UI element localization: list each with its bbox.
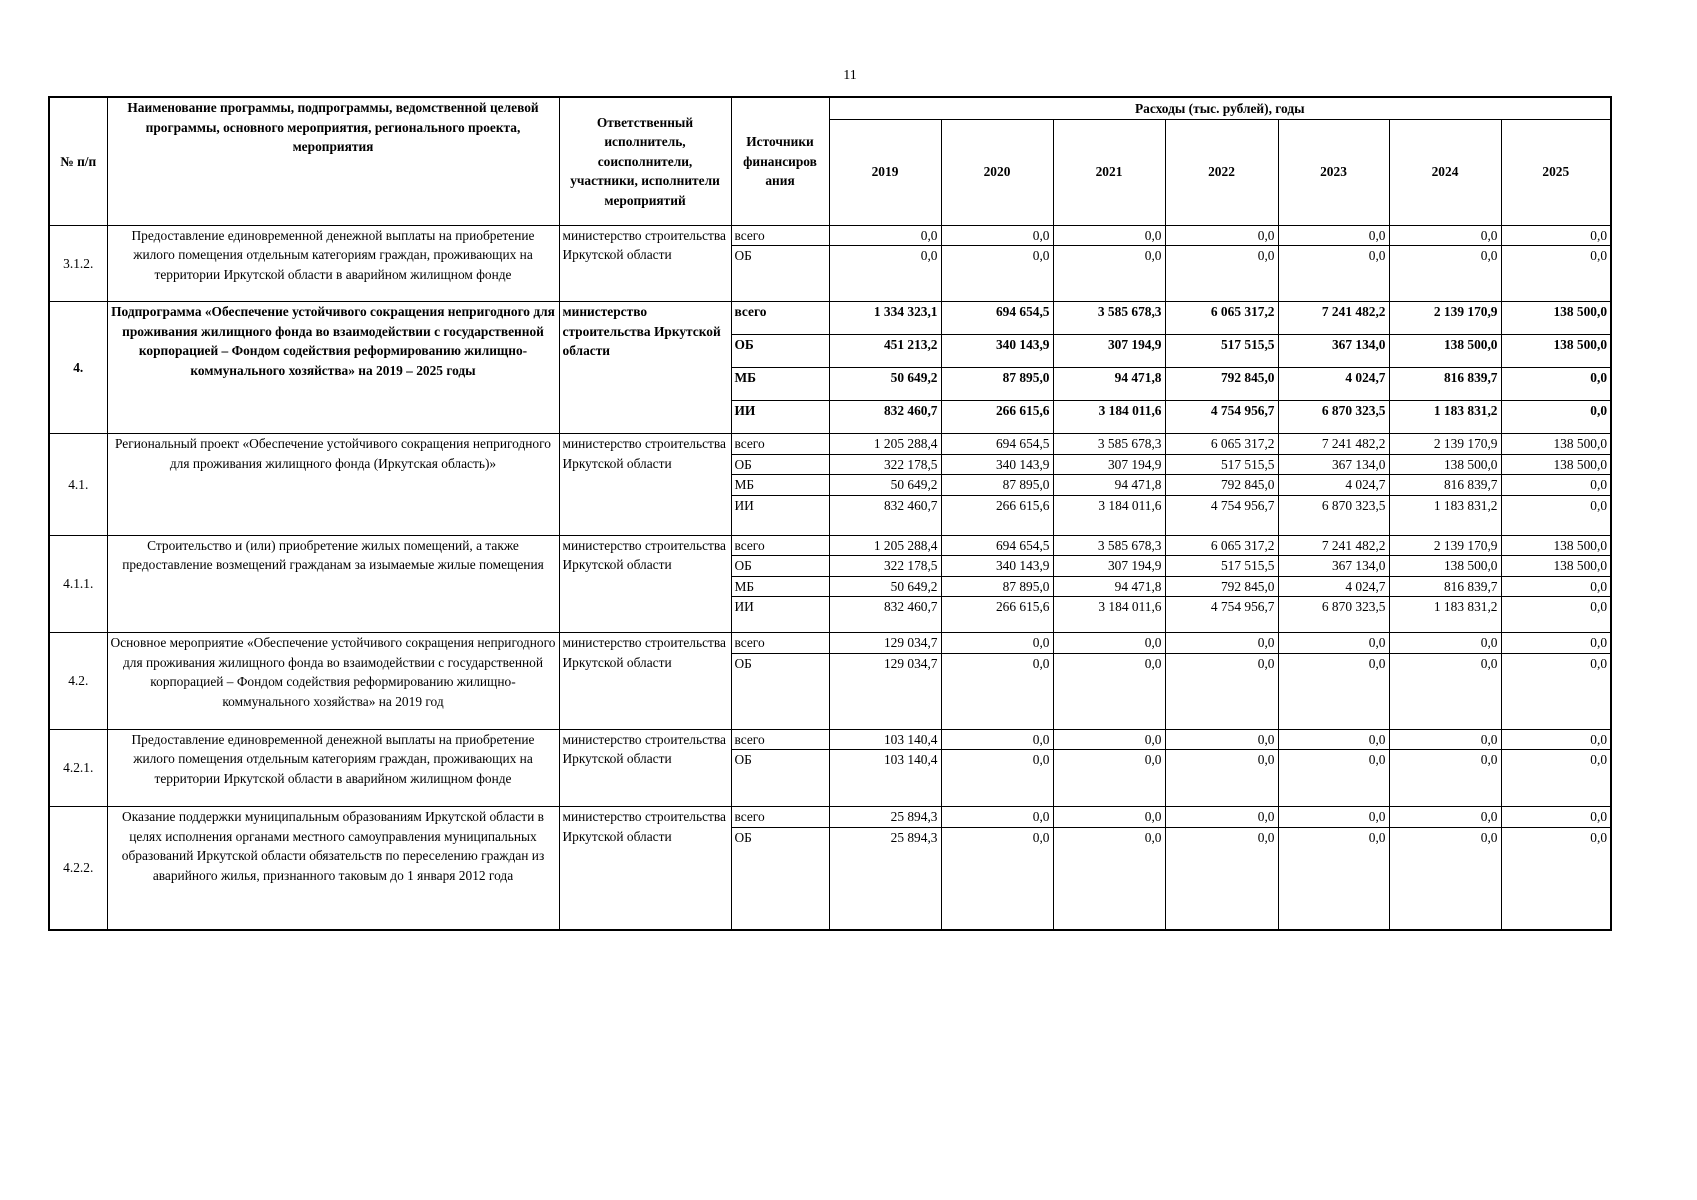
amount-cell: 50 649,2: [829, 475, 941, 496]
amount-cell: 367 134,0: [1278, 556, 1389, 577]
amount-cell: 0,0: [1053, 633, 1165, 654]
amount-cell: 0,0: [941, 653, 1053, 729]
amount-cell: 7 241 482,2: [1278, 535, 1389, 556]
amount-cell: 1 183 831,2: [1389, 597, 1501, 633]
header-year: 2022: [1165, 119, 1278, 225]
row-index: 3.1.2.: [49, 225, 107, 302]
row-name: Предоставление единовременной денежной выплаты на приобретение жилого помещения отдельным категориям граждан, проживающих на территории Иркутской области в аварийном жилищном фонде: [107, 729, 559, 807]
funding-source: всего: [731, 807, 829, 828]
amount-cell: 94 471,8: [1053, 368, 1165, 401]
amount-cell: 0,0: [829, 225, 941, 246]
amount-cell: 4 754 956,7: [1165, 597, 1278, 633]
amount-cell: 50 649,2: [829, 576, 941, 597]
header-year: 2023: [1278, 119, 1389, 225]
table-row: [49, 535, 1611, 556]
amount-cell: 6 870 323,5: [1278, 495, 1389, 535]
amount-cell: 2 139 170,9: [1389, 535, 1501, 556]
table-row: [49, 302, 1611, 335]
amount-cell: 0,0: [1389, 807, 1501, 828]
amount-cell: 2 139 170,9: [1389, 434, 1501, 455]
amount-cell: 0,0: [1501, 401, 1611, 434]
amount-cell: 87 895,0: [941, 576, 1053, 597]
amount-cell: 0,0: [1501, 225, 1611, 246]
amount-cell: 0,0: [1053, 225, 1165, 246]
amount-cell: 138 500,0: [1501, 302, 1611, 335]
funding-source: всего: [731, 225, 829, 246]
funding-source: всего: [731, 535, 829, 556]
amount-cell: 340 143,9: [941, 335, 1053, 368]
funding-source: ИИ: [731, 401, 829, 434]
amount-cell: 138 500,0: [1501, 454, 1611, 475]
funding-source: ОБ: [731, 750, 829, 807]
amount-cell: 0,0: [1501, 495, 1611, 535]
amount-cell: 0,0: [1389, 827, 1501, 930]
amount-cell: 138 500,0: [1389, 335, 1501, 368]
header-sources: Источники финансиров ания: [731, 97, 829, 225]
amount-cell: 1 205 288,4: [829, 535, 941, 556]
row-responsible: министерство строительства Иркутской области: [559, 729, 731, 807]
header-year: 2025: [1501, 119, 1611, 225]
table-row: [49, 633, 1611, 654]
amount-cell: 816 839,7: [1389, 475, 1501, 496]
amount-cell: 2 139 170,9: [1389, 302, 1501, 335]
amount-cell: 6 870 323,5: [1278, 597, 1389, 633]
amount-cell: 517 515,5: [1165, 335, 1278, 368]
row-index: 4.1.: [49, 434, 107, 536]
amount-cell: 138 500,0: [1501, 335, 1611, 368]
row-index: 4.2.: [49, 633, 107, 730]
amount-cell: 129 034,7: [829, 633, 941, 654]
amount-cell: 0,0: [1501, 729, 1611, 750]
amount-cell: 1 183 831,2: [1389, 401, 1501, 434]
amount-cell: 103 140,4: [829, 750, 941, 807]
amount-cell: 0,0: [1053, 807, 1165, 828]
amount-cell: 94 471,8: [1053, 475, 1165, 496]
amount-cell: 0,0: [1053, 653, 1165, 729]
amount-cell: 25 894,3: [829, 807, 941, 828]
amount-cell: 307 194,9: [1053, 335, 1165, 368]
amount-cell: 0,0: [1053, 729, 1165, 750]
funding-source: ОБ: [731, 827, 829, 930]
amount-cell: 0,0: [941, 750, 1053, 807]
amount-cell: 0,0: [1053, 750, 1165, 807]
amount-cell: 517 515,5: [1165, 454, 1278, 475]
amount-cell: 3 184 011,6: [1053, 495, 1165, 535]
row-index: 4.: [49, 302, 107, 434]
amount-cell: 0,0: [941, 225, 1053, 246]
header-expenses: Расходы (тыс. рублей), годы: [829, 97, 1611, 119]
amount-cell: 4 754 956,7: [1165, 495, 1278, 535]
amount-cell: 129 034,7: [829, 653, 941, 729]
funding-source: ИИ: [731, 495, 829, 535]
funding-source: МБ: [731, 576, 829, 597]
amount-cell: 0,0: [1389, 729, 1501, 750]
amount-cell: 0,0: [1165, 729, 1278, 750]
amount-cell: 0,0: [941, 729, 1053, 750]
amount-cell: 0,0: [1165, 633, 1278, 654]
funding-source: ОБ: [731, 653, 829, 729]
amount-cell: 6 065 317,2: [1165, 434, 1278, 455]
header-name: Наименование программы, подпрограммы, ведомственной целевой программы, основного мероприятия, регионального проекта, мероприятия: [107, 97, 559, 225]
amount-cell: 3 585 678,3: [1053, 302, 1165, 335]
header-num: № п/п: [49, 97, 107, 225]
funding-source: всего: [731, 633, 829, 654]
header-year: 2020: [941, 119, 1053, 225]
row-responsible: министерство строительства Иркутской области: [559, 633, 731, 730]
header-year: 2024: [1389, 119, 1501, 225]
amount-cell: 694 654,5: [941, 302, 1053, 335]
table-body: [49, 225, 1611, 930]
amount-cell: 792 845,0: [1165, 475, 1278, 496]
amount-cell: 0,0: [1501, 576, 1611, 597]
funding-source: МБ: [731, 368, 829, 401]
table-row: [49, 434, 1611, 455]
amount-cell: 322 178,5: [829, 556, 941, 577]
table-row: [49, 729, 1611, 750]
amount-cell: 832 460,7: [829, 495, 941, 535]
amount-cell: 7 241 482,2: [1278, 434, 1389, 455]
amount-cell: 792 845,0: [1165, 576, 1278, 597]
amount-cell: 832 460,7: [829, 597, 941, 633]
funding-source: всего: [731, 729, 829, 750]
amount-cell: 0,0: [941, 246, 1053, 302]
amount-cell: 0,0: [1165, 807, 1278, 828]
amount-cell: 0,0: [941, 633, 1053, 654]
header-year: 2021: [1053, 119, 1165, 225]
amount-cell: 0,0: [1278, 653, 1389, 729]
row-responsible: министерство строительства Иркутской области: [559, 434, 731, 536]
row-name: Основное мероприятие «Обеспечение устойчивого сокращения непригодного для проживания жилищного фонда во взаимодействии с государственной корпорацией – Фондом содействия реформированию жилищно-коммунального хозяйства» на 2019 год: [107, 633, 559, 730]
amount-cell: 0,0: [1501, 807, 1611, 828]
amount-cell: 3 184 011,6: [1053, 597, 1165, 633]
amount-cell: 6 870 323,5: [1278, 401, 1389, 434]
amount-cell: 0,0: [1389, 750, 1501, 807]
amount-cell: 3 585 678,3: [1053, 535, 1165, 556]
amount-cell: 0,0: [829, 246, 941, 302]
amount-cell: 694 654,5: [941, 535, 1053, 556]
amount-cell: 0,0: [1278, 750, 1389, 807]
amount-cell: 0,0: [1501, 827, 1611, 930]
amount-cell: 0,0: [1278, 633, 1389, 654]
amount-cell: 307 194,9: [1053, 454, 1165, 475]
amount-cell: 322 178,5: [829, 454, 941, 475]
amount-cell: 0,0: [1501, 368, 1611, 401]
header-year: 2019: [829, 119, 941, 225]
amount-cell: 138 500,0: [1389, 556, 1501, 577]
table-row: [49, 225, 1611, 246]
table-header: [49, 97, 1611, 225]
row-responsible: министерство строительства Иркутской области: [559, 302, 731, 434]
budget-table: [48, 96, 1612, 931]
amount-cell: 0,0: [1389, 246, 1501, 302]
row-index: 4.1.1.: [49, 535, 107, 633]
row-name: Строительство и (или) приобретение жилых помещений, а также предоставление возмещений гражданам за изымаемые жилые помещения: [107, 535, 559, 633]
amount-cell: 694 654,5: [941, 434, 1053, 455]
amount-cell: 6 065 317,2: [1165, 535, 1278, 556]
amount-cell: 87 895,0: [941, 368, 1053, 401]
amount-cell: 0,0: [1389, 225, 1501, 246]
amount-cell: 367 134,0: [1278, 454, 1389, 475]
amount-cell: 103 140,4: [829, 729, 941, 750]
amount-cell: 0,0: [1165, 750, 1278, 807]
row-responsible: министерство строительства Иркутской области: [559, 535, 731, 633]
amount-cell: 4 024,7: [1278, 368, 1389, 401]
row-name: Предоставление единовременной денежной выплаты на приобретение жилого помещения отдельным категориям граждан, проживающих на территории Иркутской области в аварийном жилищном фонде: [107, 225, 559, 302]
amount-cell: 0,0: [1501, 475, 1611, 496]
row-index: 4.2.1.: [49, 729, 107, 807]
amount-cell: 7 241 482,2: [1278, 302, 1389, 335]
funding-source: ОБ: [731, 335, 829, 368]
funding-source: МБ: [731, 475, 829, 496]
row-name: Региональный проект «Обеспечение устойчивого сокращения непригодного для проживания жилищного фонда (Иркутская область)»: [107, 434, 559, 536]
amount-cell: 340 143,9: [941, 556, 1053, 577]
amount-cell: 816 839,7: [1389, 368, 1501, 401]
amount-cell: 0,0: [1501, 750, 1611, 807]
funding-source: всего: [731, 434, 829, 455]
amount-cell: 0,0: [1278, 246, 1389, 302]
amount-cell: 0,0: [1165, 225, 1278, 246]
amount-cell: 0,0: [1501, 246, 1611, 302]
amount-cell: 0,0: [1165, 827, 1278, 930]
amount-cell: 0,0: [1501, 633, 1611, 654]
amount-cell: 1 183 831,2: [1389, 495, 1501, 535]
row-responsible: министерство строительства Иркутской области: [559, 807, 731, 931]
amount-cell: 4 754 956,7: [1165, 401, 1278, 434]
amount-cell: 0,0: [1501, 597, 1611, 633]
amount-cell: 517 515,5: [1165, 556, 1278, 577]
funding-source: всего: [731, 302, 829, 335]
amount-cell: 4 024,7: [1278, 475, 1389, 496]
amount-cell: 266 615,6: [941, 401, 1053, 434]
amount-cell: 6 065 317,2: [1165, 302, 1278, 335]
amount-cell: 0,0: [941, 807, 1053, 828]
amount-cell: 0,0: [1053, 246, 1165, 302]
table-row: [49, 807, 1611, 828]
funding-source: ОБ: [731, 454, 829, 475]
amount-cell: 138 500,0: [1389, 454, 1501, 475]
amount-cell: 138 500,0: [1501, 535, 1611, 556]
amount-cell: 50 649,2: [829, 368, 941, 401]
header-responsible: Ответственный исполнитель, соисполнители, участники, исполнители мероприятий: [559, 97, 731, 225]
amount-cell: 0,0: [1165, 653, 1278, 729]
funding-source: ОБ: [731, 246, 829, 302]
row-index: 4.2.2.: [49, 807, 107, 931]
funding-source: ИИ: [731, 597, 829, 633]
amount-cell: 3 585 678,3: [1053, 434, 1165, 455]
amount-cell: 138 500,0: [1501, 556, 1611, 577]
amount-cell: 0,0: [1501, 653, 1611, 729]
amount-cell: 0,0: [1278, 729, 1389, 750]
amount-cell: 0,0: [1278, 807, 1389, 828]
amount-cell: 0,0: [1053, 827, 1165, 930]
amount-cell: 1 334 323,1: [829, 302, 941, 335]
amount-cell: 94 471,8: [1053, 576, 1165, 597]
page-number: 11: [843, 68, 857, 83]
amount-cell: 1 205 288,4: [829, 434, 941, 455]
amount-cell: 25 894,3: [829, 827, 941, 930]
amount-cell: 0,0: [1278, 827, 1389, 930]
amount-cell: 266 615,6: [941, 597, 1053, 633]
row-name: Оказание поддержки муниципальным образованиям Иркутской области в целях исполнения органами местного самоуправления муниципальных образований Иркутской области обязательств по переселению граждан из аварийного жилья, признанного таковым до 1 января 2012 года: [107, 807, 559, 931]
amount-cell: 792 845,0: [1165, 368, 1278, 401]
row-name: Подпрограмма «Обеспечение устойчивого сокращения непригодного для проживания жилищного фонда во взаимодействии с государственной корпорацией – Фондом содействия реформированию жилищно-коммунального хозяйства» на 2019 – 2025 годы: [107, 302, 559, 434]
amount-cell: 0,0: [1389, 633, 1501, 654]
amount-cell: 816 839,7: [1389, 576, 1501, 597]
amount-cell: 832 460,7: [829, 401, 941, 434]
amount-cell: 451 213,2: [829, 335, 941, 368]
amount-cell: 0,0: [1389, 653, 1501, 729]
amount-cell: 0,0: [1165, 246, 1278, 302]
amount-cell: 4 024,7: [1278, 576, 1389, 597]
amount-cell: 340 143,9: [941, 454, 1053, 475]
amount-cell: 367 134,0: [1278, 335, 1389, 368]
amount-cell: 0,0: [941, 827, 1053, 930]
amount-cell: 266 615,6: [941, 495, 1053, 535]
amount-cell: 138 500,0: [1501, 434, 1611, 455]
amount-cell: 0,0: [1278, 225, 1389, 246]
amount-cell: 3 184 011,6: [1053, 401, 1165, 434]
amount-cell: 307 194,9: [1053, 556, 1165, 577]
funding-source: ОБ: [731, 556, 829, 577]
row-responsible: министерство строительства Иркутской области: [559, 225, 731, 302]
amount-cell: 87 895,0: [941, 475, 1053, 496]
